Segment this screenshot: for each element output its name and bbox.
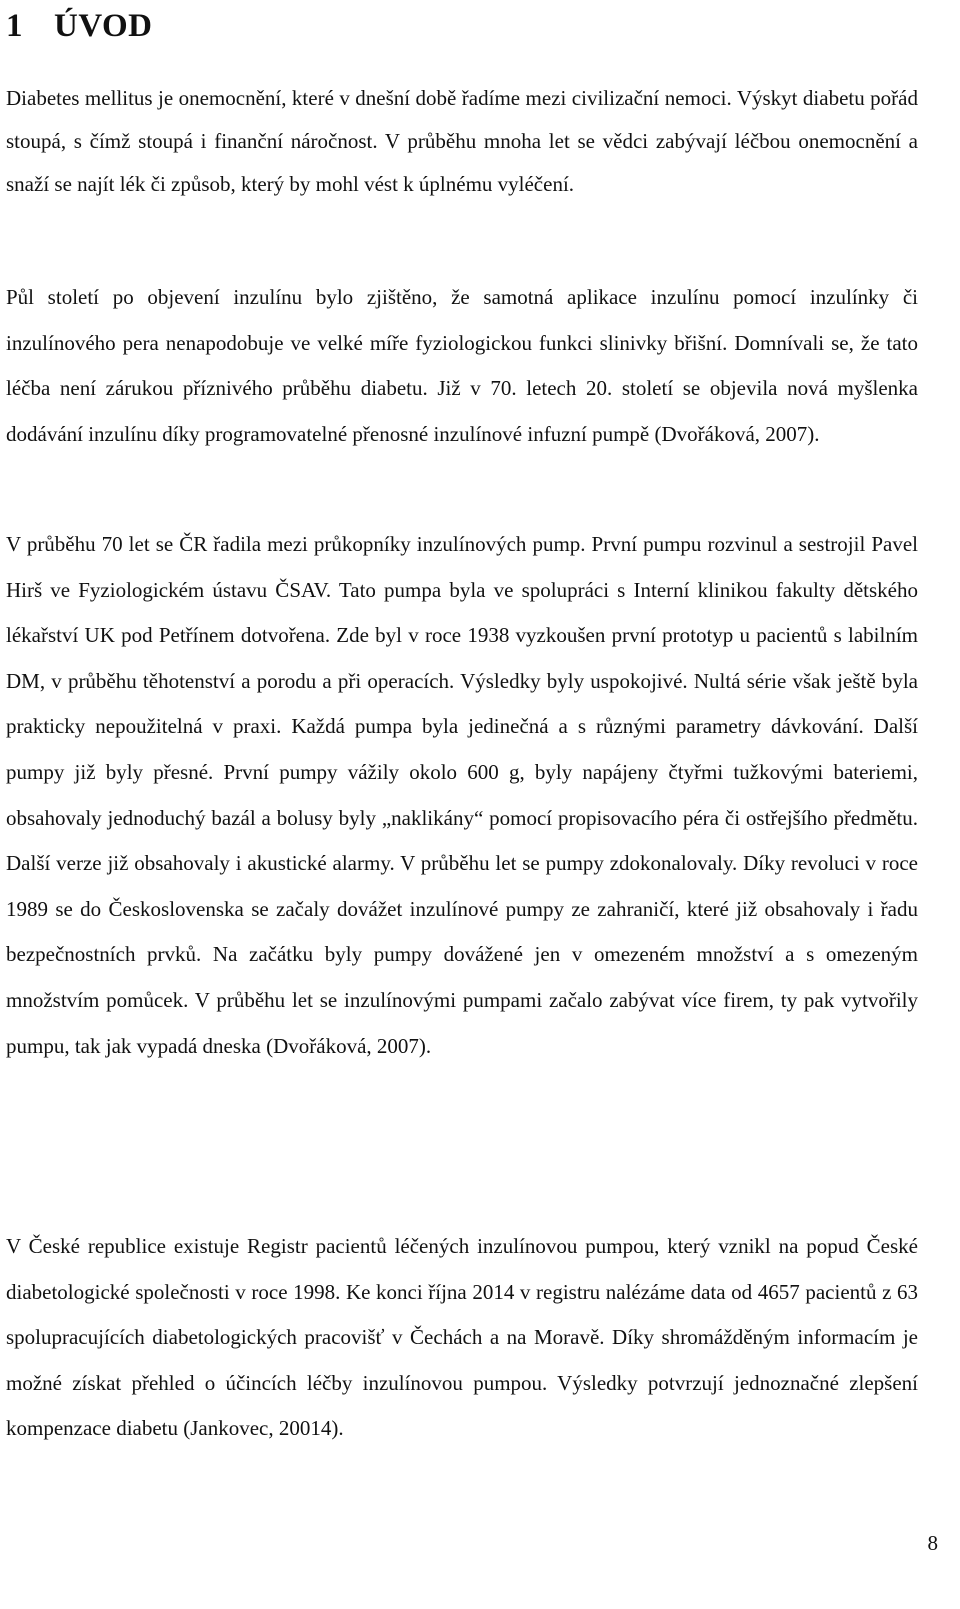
chapter-title: ÚVOD (54, 8, 153, 44)
chapter-heading (6, 0, 918, 54)
paragraph-insulin-history: Půl století po objevení inzulínu bylo zjištěno, že samotná aplikace inzulínu pomocí inzulínky či inzulínového pera nenapodobuje ve velké míře fyziologickou funkci slinivky břišní. Domnívali se, že tato léčba není zárukou příznivého průběhu diabetu. Již v 70. letech 20. století se objevila nová myšlenka dodávání inzulínu díky programovatelné přenosné inzulínové infuzní pumpě (Dvořáková, 2007). (6, 285, 918, 446)
page-number: 8 (927, 1531, 938, 1555)
paragraph-registry: V České republice existuje Registr pacientů léčených inzulínovou pumpou, který vznikl na popud České diabetologické společnosti v roce 1998. Ke konci října 2014 v registru nalézáme data od 4657 pacientů z 63 spolupracujících diabetologických pracovišť v Čechách a na Moravě. Díky shromážděným informacím je možné získat přehled o účincích léčby inzulínovou pumpou. Výsledky potvrzují jednoznačné zlepšení kompenzace diabetu (Jankovec, 20014). (6, 1234, 918, 1441)
paragraph-intro: Diabetes mellitus je onemocnění, které v dnešní době řadíme mezi civilizační nemoci. Výskyt diabetu pořád stoupá, s čímž stoupá i finanční náročnost. V průběhu mnoha let se vědci zabývají léčbou onemocnění a snaží se najít lék či způsob, který by mohl vést k úplnému vyléčení. (6, 86, 918, 196)
paragraph-pump-development: V průběhu 70 let se ČR řadila mezi průkopníky inzulínových pump. První pumpu rozvinul a sestrojil Pavel Hirš ve Fyziologickém ústavu ČSAV. Tato pumpa byla ve spolupráci s Interní klinikou fakulty dětského lékařství UK pod Petřínem dotvořena. Zde byl v roce 1938 vyzkoušen první prototyp u pacientů s labilním DM, v průběhu těhotenství a porodu a při operacích. Výsledky byly uspokojivé. Nultá série však ještě byla prakticky nepoužitelná v praxi. Každá pumpa byla jedinečná a s různými parametry dávkování. Další pumpy již byly přesné. První pumpy vážily okolo 600 g, byly napájeny čtyřmi tužkovými bateriemi, obsahovaly jednoduchý bazál a bolusy byly „naklikány“ pomocí propisovacího péra či ostřejšího předmětu. Další verze již obsahovaly i akustické alarmy. V průběhu let se pumpy zdokonalovaly. Díky revoluci v roce 1989 se do Československa se začaly dovážet inzulínové pumpy ze zahraničí, které již obsahovaly i řadu bezpečnostních prvků. Na začátku byly pumpy dovážené jen v omezeném množství a s omezeným množstvím pomůcek. V průběhu let se inzulínovými pumpami začalo zabývat více firem, ty pak vytvořily pumpu, tak jak vypadá dneska (Dvořáková, 2007). (6, 532, 918, 1058)
chapter-number: 1 (6, 8, 23, 44)
document-page (6, 0, 918, 1441)
